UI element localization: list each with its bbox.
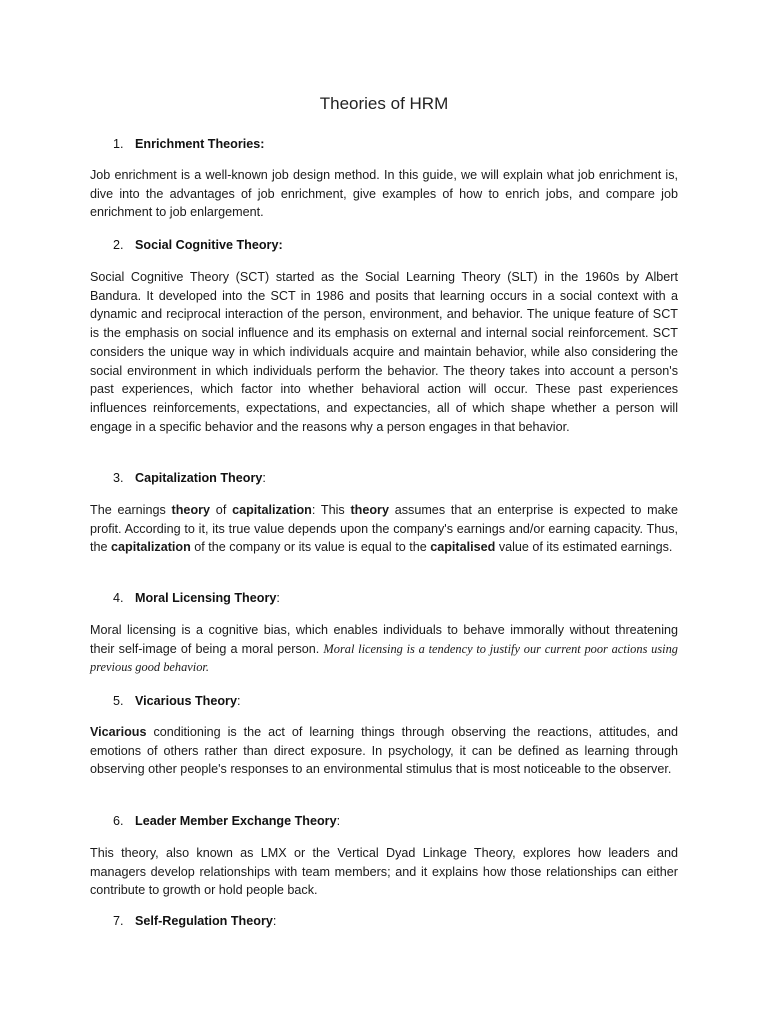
section-paragraph-capitalization [90, 501, 678, 557]
paragraph-text: of the company or its value is equal to the [190, 540, 431, 555]
section-number: 7. [113, 914, 124, 928]
paragraph-text: : This [311, 503, 351, 517]
section-number: 2. [113, 238, 124, 252]
paragraph-text: The earnings [90, 503, 172, 517]
document-title: Theories of HRM [319, 94, 449, 113]
paragraph-text: of [210, 503, 233, 517]
bold-text: Vicarious [90, 725, 147, 739]
bold-text: capitalised [430, 540, 496, 555]
section-number: 6. [113, 814, 124, 828]
section-paragraph-vicarious [90, 723, 678, 779]
paragraph-text: Moral licensing is a cognitive bias, which enables individuals to behave immorally without threatening their self-image of being a moral person. [90, 623, 678, 656]
paragraph-text: This theory, also known as LMX or the Vertical Dyad Linkage Theory, explores how leaders and managers develop relationships with team members; and it explains how those relationships can either contribute to growth or hold people back. [90, 846, 678, 898]
section-paragraph-social-cognitive [90, 268, 678, 436]
bold-text: theory [171, 503, 211, 517]
italic-text: Moral licensing is a tendency to justify our current poor actions using previous good behavior. [90, 641, 678, 675]
section-title: Self-Regulation Theory: [135, 914, 277, 928]
bold-text: capitalization [232, 503, 312, 517]
section-number: 5. [113, 694, 124, 708]
paragraph-text: conditioning is the act of learning things through observing the reactions, attitudes, and emotions of others rather than direct exposure. In psychology, it can be defined as learning through observing other people's responses to an environmental stimulus that is most noticeable to the observer. [90, 725, 678, 777]
section-paragraph-moral-licensing [90, 621, 678, 677]
paragraph-text: Job enrichment is a well-known job design method. In this guide, we will explain what job enrichment is, dive into the advantages of job enrichment, give examples of how to enrich jobs, and compare job enrichment to job enlargement. [90, 168, 678, 220]
paragraph-text: value of its estimated earnings. [495, 540, 673, 555]
bold-text: theory [350, 503, 389, 517]
section-title: Vicarious Theory: [135, 694, 241, 708]
paragraph-text: Social Cognitive Theory (SCT) started as the Social Learning Theory (SLT) in the 1960s by Albert Bandura. It developed into the SCT in 1986 and posits that learning occurs in a social context with a dynamic and reciprocal interaction of the person, environment, and behavior. The unique feature of SCT is the emphasis on social influence and its emphasis on external and internal social reinforcement. SCT considers the unique way in which individuals acquire and maintain behavior, while also considering the social environment in which individuals perform the behavior. The theory takes into account a person's past experiences, which factor into whether behavioral action will occur. These past experiences influences reinforcements, expectations, and expectancies, all of which shape whether a person will engage in a specific behavior and the reasons why a person engages in that behavior. [90, 270, 678, 434]
section-title: Enrichment Theories: [135, 137, 265, 151]
section-number: 4. [113, 591, 124, 605]
section-number: 3. [113, 471, 124, 485]
section-paragraph-leader-member-exchange [90, 844, 678, 900]
section-title: Moral Licensing Theory: [135, 591, 280, 605]
section-paragraph-enrichment [90, 166, 678, 222]
paragraph-text: assumes that an enterprise is expected to make profit. According to it, its true value depends upon the company's earnings and/or earning capacity. Thus, the [90, 503, 678, 555]
section-title: Capitalization Theory: [135, 471, 266, 485]
section-title: Leader Member Exchange Theory: [135, 814, 341, 828]
section-title: Social Cognitive Theory: [135, 238, 283, 252]
bold-text: capitalization [111, 540, 191, 555]
section-number: 1. [113, 137, 124, 151]
